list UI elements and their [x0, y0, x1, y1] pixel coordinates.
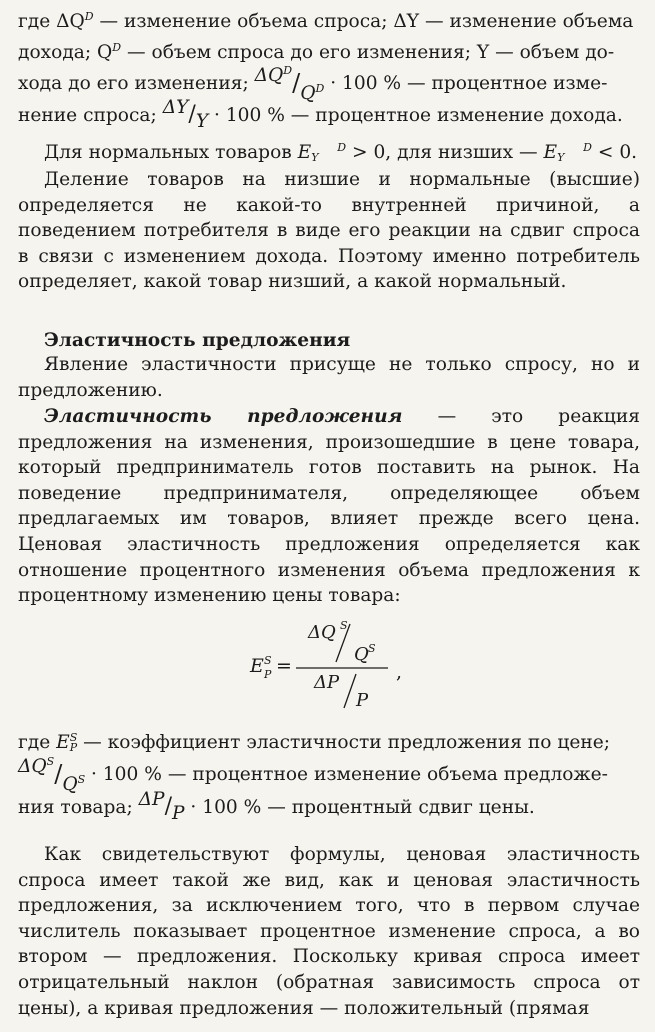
frac-den: Q [62, 774, 78, 796]
text: — объем спроса до его изменения; Y — объем до- [121, 41, 615, 63]
text: — это реакция предложения на изменения, произошедшие в цене товара, который предприниматель готов поставить на рынок. На поведение предпринимателя, определяющее объем предлагаемых им товаров, влияет прежде всего цена. Ценовая эластичность предложения определяется как отношение процентного изменения объема предложения к процентному изменению цены товара: [18, 406, 640, 607]
paragraph-goods-division: Деление товаров на низшие и нормальные (высшие) определяется не какой-то внутренней причиной, а поведением потребителя в виде его реакции на сдвиг спроса в связи с изменением дохода. Поэтому именно потребитель определяет, какой товар низший, а какой нормальный. [18, 169, 640, 293]
frac-den: Y [195, 110, 209, 132]
sup: D [112, 40, 122, 54]
frac-num: ΔY [162, 96, 189, 118]
var: E [56, 732, 70, 753]
fraction-income-change: ΔY/Y [162, 96, 209, 132]
paragraph-comparison: Как свидетельствуют формулы, ценовая эластичность спроса имеет такой же вид, как и ценовая эластичность предложения, за исключением того, что в первом случае числитель показывает процентное изменение спроса, а во втором — предложения. Поскольку кривая спроса имеет отрицательный наклон (обратная зависимость спроса от цены), а кривая предложения — положительный (прямая [18, 844, 640, 1019]
text: — изменение объема спроса; ΔY — изменение объема [93, 11, 634, 33]
sup: S [46, 755, 55, 769]
text: < 0. [591, 142, 638, 163]
formula-lhs-sub: P [264, 668, 272, 681]
text: > 0, для низших — [346, 142, 544, 163]
sup: S [77, 773, 86, 787]
fraction-demand-change: $\Delta Q^D/Q^D$ [254, 64, 325, 105]
text: · 100 % — процентное изменение дохода. [208, 104, 623, 126]
formula-top-num-sup: S [340, 619, 348, 632]
text: ния товара; [18, 796, 139, 818]
formula-lhs: E [250, 655, 264, 677]
text: дохода; Q [18, 41, 113, 63]
formula-top-den-sup: S [368, 642, 376, 655]
section-heading: Эластичность предложения [44, 330, 351, 351]
formula-top-num: ΔQ [308, 622, 336, 643]
formula-svg [250, 618, 420, 710]
formula-bot-num: ΔP [314, 672, 340, 693]
sup: S [69, 731, 78, 744]
formula-comma: , [396, 661, 403, 683]
frac-den: P [172, 802, 185, 824]
paragraph-elasticity-intro: Явление эластичности присуще не только спросу, но и предложению. [18, 354, 640, 401]
sub: Y [557, 151, 565, 164]
paragraph-formula-explanation [18, 730, 640, 824]
text: где [18, 732, 57, 753]
term: Эластичность предложения [44, 406, 403, 427]
var: E [297, 142, 312, 163]
sup: D [283, 64, 293, 78]
sub: Y [311, 151, 319, 164]
paragraph-definitions [18, 4, 640, 132]
sup: D [337, 141, 347, 154]
sup: D [583, 141, 592, 154]
frac-num: ΔP [138, 788, 165, 810]
formula-top-den: Q [354, 644, 369, 665]
sub: P [69, 741, 78, 754]
sup: D [315, 82, 325, 96]
fraction-price-change: ΔP/P [138, 788, 185, 824]
sup: D [84, 10, 94, 23]
text: хода до его изменения; [18, 72, 255, 94]
text: · 100 % — процентное изме- [324, 72, 608, 94]
frac-den: Q [300, 83, 316, 105]
text: нение спроса; [18, 104, 163, 126]
formula-lhs-sup: S [264, 654, 272, 667]
frac-num: ΔQ [254, 65, 284, 87]
paragraph-supply-elasticity-definition [18, 404, 640, 609]
text: · 100 % — процентный сдвиг цены. [184, 796, 535, 818]
text: Для нормальных товаров [44, 142, 298, 163]
formula-bot-den: P [356, 690, 369, 711]
var: E [543, 142, 558, 163]
fraction-supply-change: $\Delta Q^S/Q^S$ [18, 755, 86, 796]
text: · 100 % — процентное изменение объема предложе- [85, 763, 608, 785]
formula-eq: = [276, 655, 292, 677]
text: где ΔQ [18, 11, 85, 33]
formula-slash [344, 674, 356, 708]
paragraph-normal-goods [18, 140, 640, 166]
supply-elasticity-formula [250, 618, 420, 710]
frac-num: ΔQ [18, 756, 47, 778]
text: — коэффициент эластичности предложения по цене; [77, 732, 611, 753]
